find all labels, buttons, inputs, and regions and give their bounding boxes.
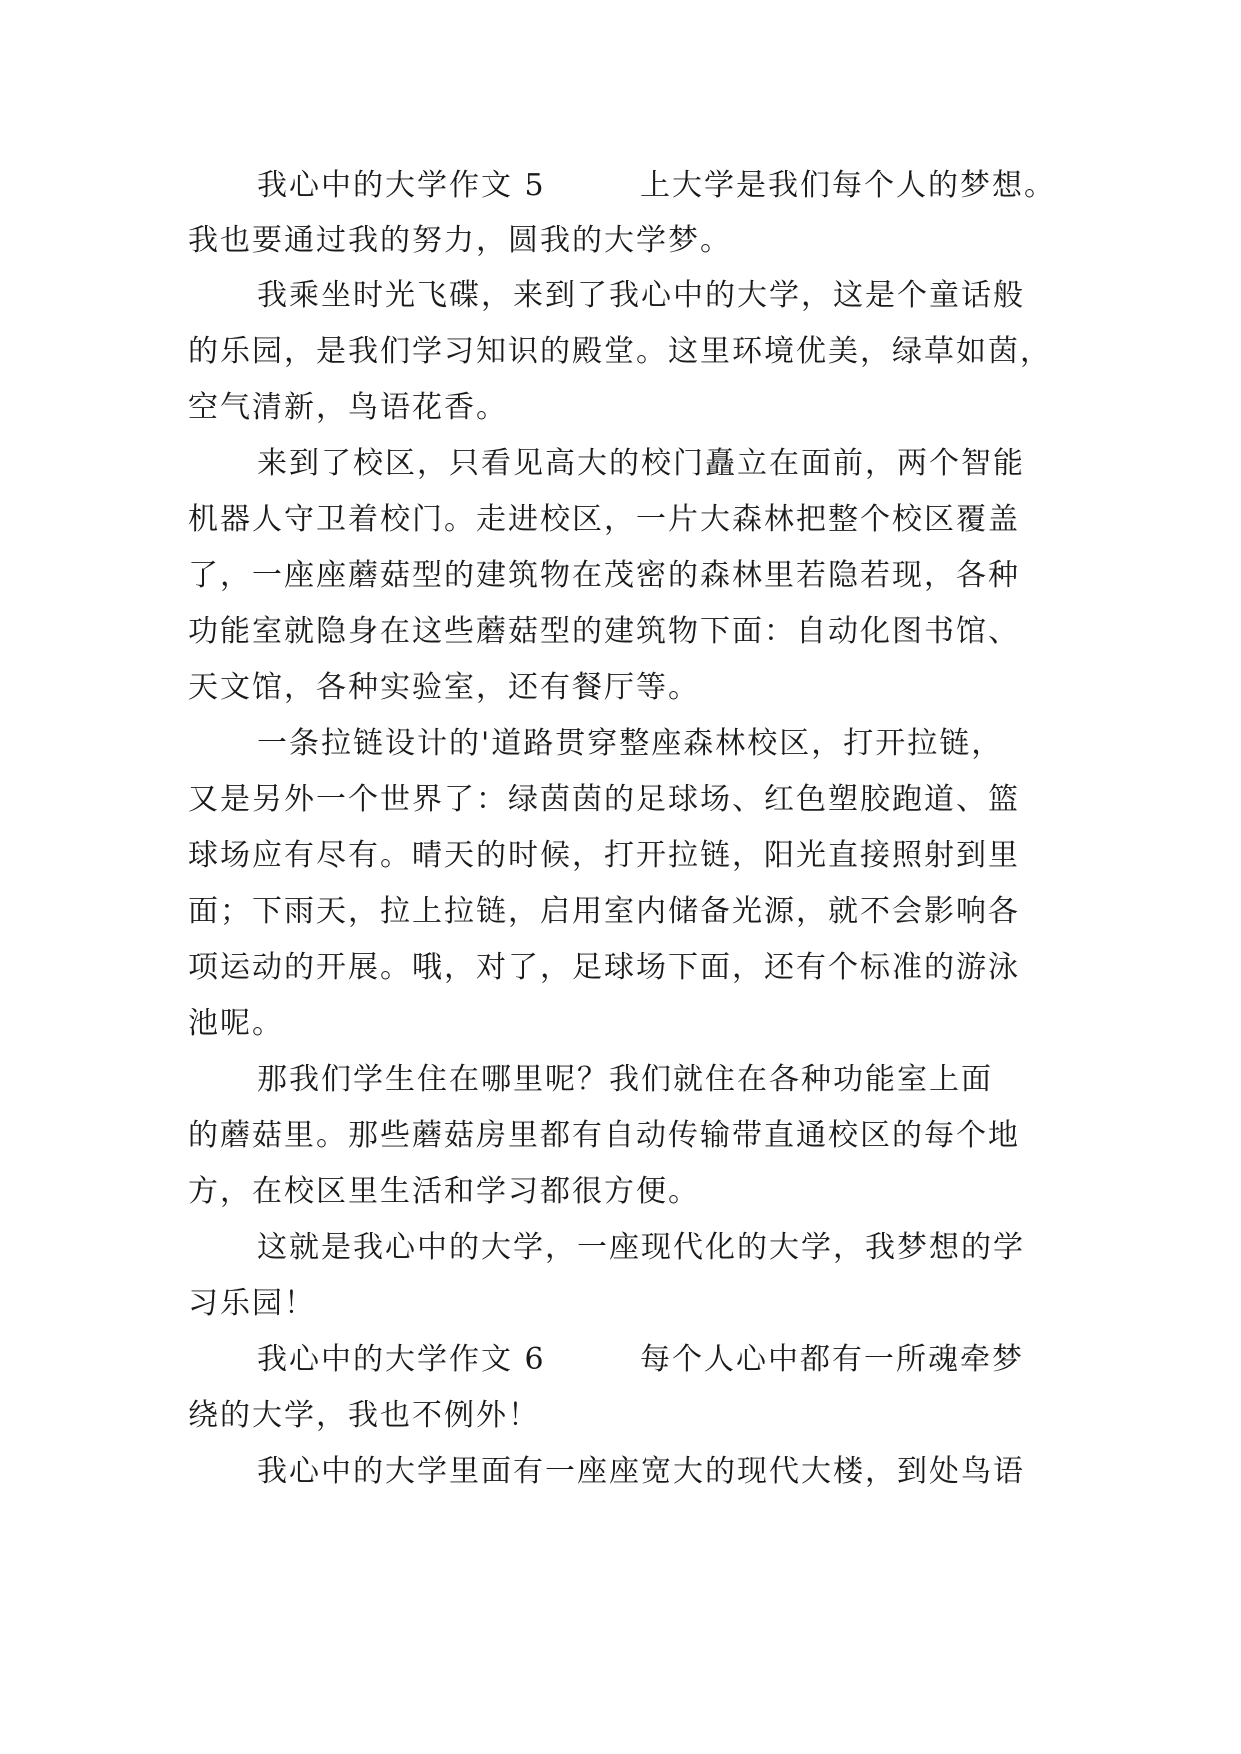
text-line — [0, 1280, 1241, 1328]
text-line — [0, 440, 1241, 488]
line-text: 球场应有尽有。晴天的时候，打开拉链，阳光直接照射到里 — [188, 838, 1020, 873]
text-line — [0, 1000, 1241, 1048]
text-line — [0, 1448, 1241, 1496]
line-text: 这就是我心中的大学，一座现代化的大学，我梦想的学 — [257, 1230, 1025, 1265]
line-text: 面；下雨天，拉上拉链，启用室内储备光源，就不会影响各 — [188, 894, 1020, 929]
text-line — [0, 384, 1241, 432]
text-line — [0, 776, 1241, 824]
text-line — [0, 1168, 1241, 1216]
essay-6-heading: 我心中的大学作文 6 — [257, 1342, 546, 1377]
text-line — [0, 888, 1241, 936]
line-text: 我乘坐时光飞碟，来到了我心中的大学，这是个童话般 — [257, 278, 1025, 313]
line-text: 天文馆，各种实验室，还有餐厅等。 — [188, 670, 700, 705]
line-text: 一条拉链设计的'道路贯穿整座森林校区，打开拉链， — [257, 726, 1004, 761]
text-line — [0, 944, 1241, 992]
line-text: 我也要通过我的努力，圆我的大学梦。 — [188, 223, 732, 258]
line-text: 机器人守卫着校门。走进校区，一片大森林把整个校区覆盖 — [188, 502, 1020, 537]
text-line — [0, 552, 1241, 600]
text-line — [0, 1112, 1241, 1160]
text-line — [0, 832, 1241, 880]
text-line — [0, 217, 1241, 265]
essay-5-opening-text: 上大学是我们每个人的梦想。 — [640, 168, 1056, 203]
line-text: 池呢。 — [188, 1006, 284, 1041]
text-line — [0, 720, 1241, 768]
text-line — [0, 664, 1241, 712]
line-text: 功能室就隐身在这些蘑菇型的建筑物下面：自动化图书馆、 — [188, 614, 1020, 649]
line-text: 那我们学生住在哪里呢？我们就住在各种功能室上面 — [257, 1062, 993, 1097]
essay-5-heading: 我心中的大学作文 5 — [257, 168, 546, 203]
line-text: 我心中的大学里面有一座座宽大的现代大楼，到处鸟语 — [257, 1454, 1025, 1489]
essay-6-heading-line — [0, 1336, 1241, 1384]
line-text: 来到了校区，只看见高大的校门矗立在面前，两个智能 — [257, 446, 1025, 481]
text-line — [0, 272, 1241, 320]
text-line — [0, 1392, 1241, 1440]
line-text: 习乐园！ — [188, 1286, 316, 1321]
line-text: 又是另外一个世界了：绿茵茵的足球场、红色塑胶跑道、篮 — [188, 782, 1020, 817]
line-text: 了，一座座蘑菇型的建筑物在茂密的森林里若隐若现，各种 — [188, 558, 1020, 593]
line-text: 的蘑菇里。那些蘑菇房里都有自动传输带直通校区的每个地 — [188, 1118, 1020, 1153]
text-line — [0, 1224, 1241, 1272]
line-text: 方，在校区里生活和学习都很方便。 — [188, 1174, 700, 1209]
line-text: 绕的大学，我也不例外！ — [188, 1398, 540, 1433]
line-text: 空气清新，鸟语花香。 — [188, 390, 508, 425]
text-line — [0, 608, 1241, 656]
essay-5-heading-line — [0, 162, 1241, 210]
text-line — [0, 1056, 1241, 1104]
line-text: 的乐园，是我们学习知识的殿堂。这里环境优美，绿草如茵， — [188, 334, 1052, 369]
text-line — [0, 328, 1241, 376]
essay-6-opening-text: 每个人心中都有一所魂牵梦 — [640, 1342, 1024, 1377]
text-line — [0, 496, 1241, 544]
line-text: 项运动的开展。哦，对了，足球场下面，还有个标准的游泳 — [188, 950, 1020, 985]
